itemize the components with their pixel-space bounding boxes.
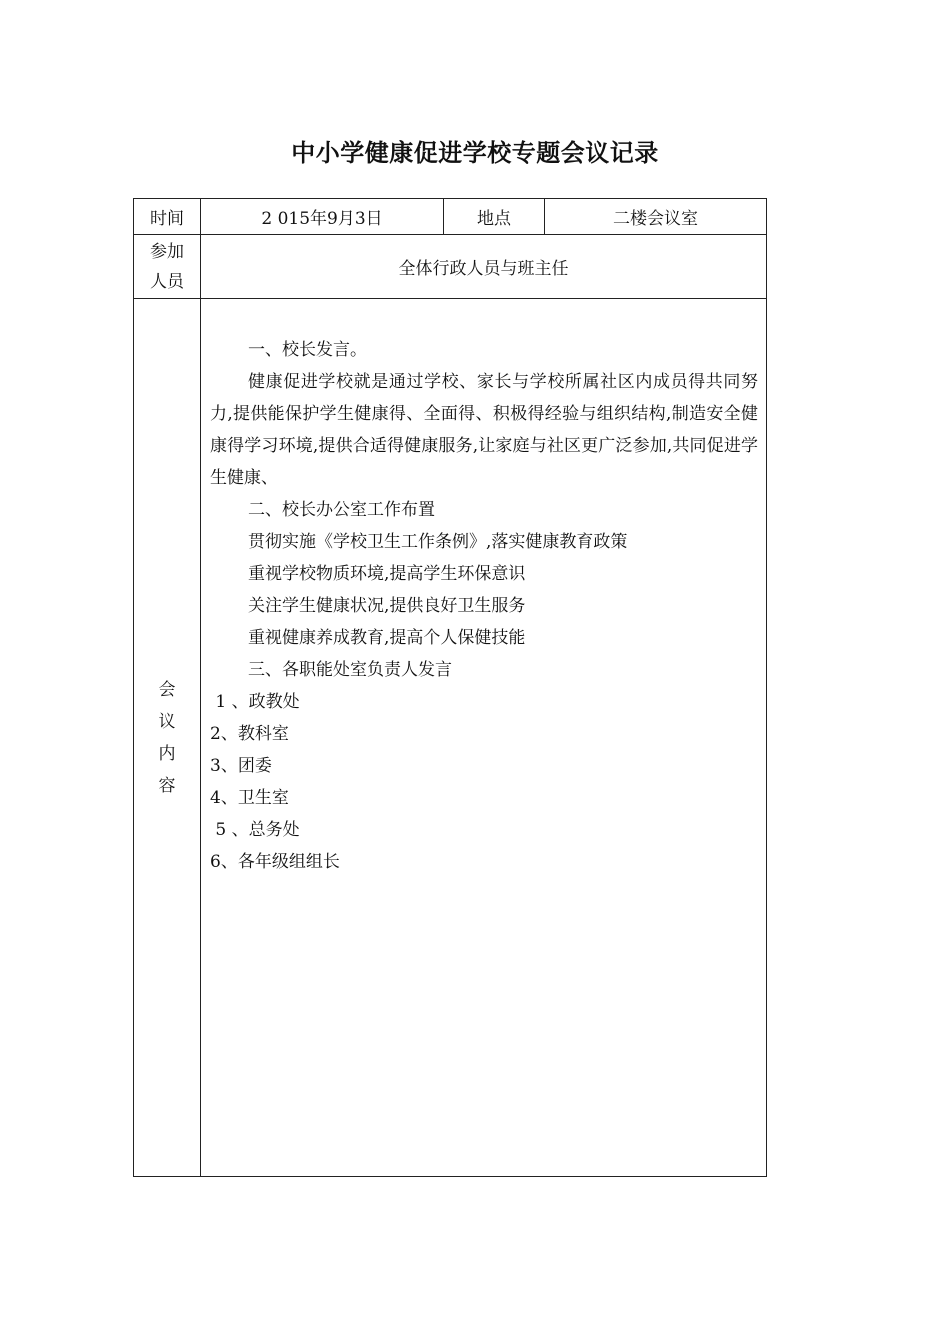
content-label (134, 299, 201, 1177)
list-item: 2、教科室 (210, 724, 289, 744)
meeting-content (201, 299, 767, 1177)
time-label: 时间 (134, 199, 201, 235)
list-item: 重视健康养成教育,提高个人保健技能 (248, 628, 526, 648)
place-label: 地点 (444, 199, 545, 235)
content-row (134, 299, 767, 1177)
page-title: 中小学健康促进学校专题会议记录 (291, 139, 659, 167)
section-paragraph: 健康促进学校就是通过学校、家长与学校所属社区内成员得共同努力,提供能保护学生健康得、全面得、积极得经验与组织结构,制造安全健康得学习环境,提供合适得健康服务,让家庭与社区更广泛参加,共同促进学生健康、 (210, 372, 758, 488)
list-item: 4、卫生室 (210, 788, 289, 808)
time-value: 2 015年9月3日 (201, 199, 444, 235)
list-item: 3、团委 (210, 756, 272, 776)
content-label-char: 会 (158, 679, 176, 700)
content-label-char: 容 (158, 775, 176, 796)
participants-label-line1: 参加 (150, 241, 184, 262)
place-value: 二楼会议室 (545, 199, 767, 235)
section-heading: 一、校长发言。 (248, 340, 367, 360)
section-heading: 二、校长办公室工作布置 (248, 500, 435, 520)
section-heading: 三、各职能处室负责人发言 (248, 660, 452, 680)
participants-label (134, 235, 201, 299)
participants-label-line2: 人员 (150, 271, 184, 292)
list-item: 6、各年级组组长 (210, 852, 340, 872)
list-item: 贯彻实施《学校卫生工作条例》,落实健康教育政策 (248, 532, 628, 552)
list-item: 5 、总务处 (210, 820, 300, 840)
list-item: 关注学生健康状况,提供良好卫生服务 (248, 596, 526, 616)
meeting-record-table (133, 198, 767, 1177)
list-item: 重视学校物质环境,提高学生环保意识 (248, 564, 526, 584)
list-item: 1 、政教处 (210, 692, 300, 712)
participants-value: 全体行政人员与班主任 (201, 235, 767, 299)
participants-row (134, 235, 767, 299)
content-label-char: 内 (158, 743, 176, 764)
time-place-row (134, 199, 767, 235)
content-label-char: 议 (158, 711, 176, 732)
